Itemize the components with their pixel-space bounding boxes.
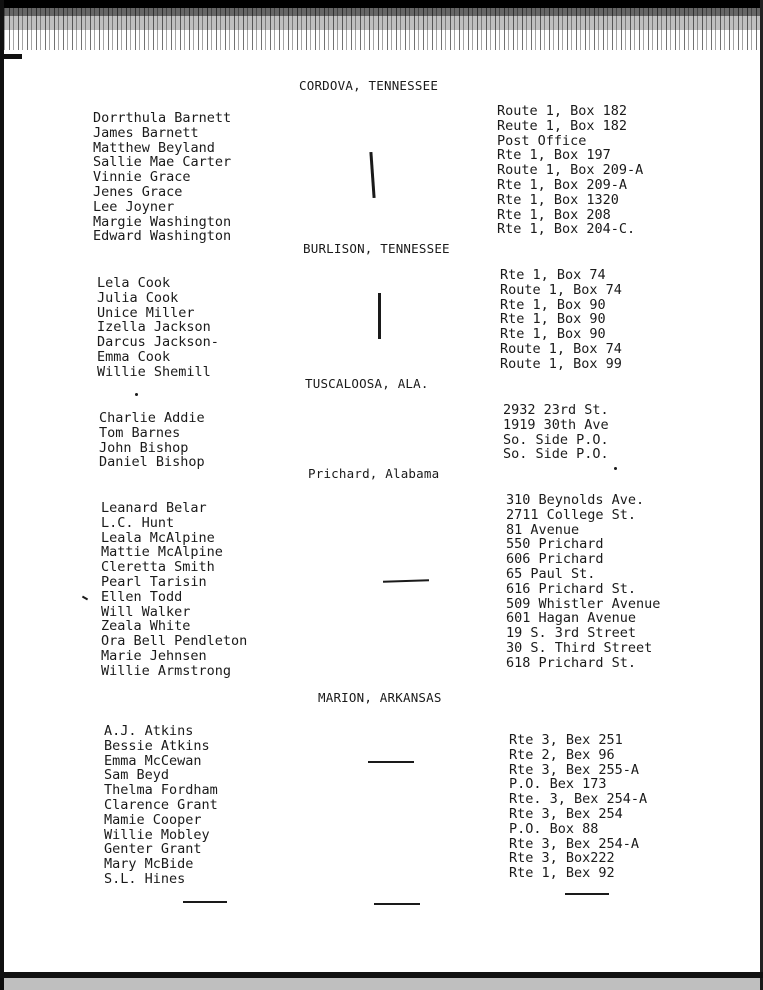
address-list-marion — [509, 733, 647, 881]
list-item: Lee Joyner — [93, 198, 175, 215]
section-heading-prichard: Prichard, Alabama — [308, 466, 440, 481]
list-item: A.J. Atkins — [104, 723, 194, 739]
list-item: Rte 1, Box 1320 — [497, 191, 619, 208]
list-item: 601 Hagan Avenue — [506, 610, 637, 627]
list-item: Route 1, Box 209-A — [497, 162, 644, 179]
list-item: Margie Washington — [93, 213, 232, 230]
list-item: Mamie Cooper — [104, 811, 202, 828]
list-item: Rte 3, Bex 254-A — [509, 835, 640, 852]
list-item: Bessie Atkins — [104, 737, 210, 754]
list-item: Pearl Tarisin — [101, 573, 207, 590]
list-item: Daniel Bishop — [99, 454, 205, 471]
address-list-cordova — [497, 104, 643, 237]
list-item: Route 1, Box 182 — [497, 103, 628, 119]
list-item: 65 Paul St. — [506, 565, 596, 582]
list-item: 2711 College St. — [506, 506, 637, 523]
scan-edge-bottom — [0, 960, 763, 990]
list-item: Thelma Fordham — [104, 782, 218, 799]
list-item: Clarence Grant — [104, 796, 218, 813]
end-dash — [374, 903, 420, 905]
list-item: Emma McCewan — [104, 752, 202, 769]
address-list-burlison — [500, 268, 622, 372]
list-item: John Bishop — [99, 439, 189, 456]
name-list-burlison — [97, 276, 219, 380]
list-item: 509 Whistler Avenue — [506, 595, 661, 612]
list-item: Lela Cook — [97, 275, 171, 291]
ditto-mark — [383, 579, 429, 583]
scan-edge-top — [0, 0, 763, 8]
list-item: Rte 1, Box 90 — [500, 296, 606, 313]
section-heading-marion: MARION, ARKANSAS — [318, 690, 442, 705]
list-item: Rte 2, Bex 96 — [509, 746, 615, 763]
list-item: Rte 1, Bex 92 — [509, 865, 615, 882]
list-item: Reute 1, Box 182 — [497, 117, 628, 134]
list-item: S.L. Hines — [104, 870, 186, 887]
list-item: Rte 1, Box 208 — [497, 206, 611, 223]
address-list-prichard — [506, 493, 660, 671]
list-item: So. Side P.O. — [503, 431, 609, 448]
list-item: Rte 3, Box222 — [509, 850, 615, 867]
list-item: Edward Washington — [93, 228, 232, 245]
scan-mark-left — [0, 54, 22, 59]
list-item: Post Office — [497, 132, 587, 149]
ditto-mark — [378, 293, 381, 339]
list-item: Leala McAlpine — [101, 529, 215, 546]
address-list-tuscaloosa — [503, 403, 609, 462]
list-item: Cleretta Smith — [101, 559, 215, 576]
section-heading-tuscaloosa: TUSCALOOSA, ALA. — [305, 376, 429, 391]
list-item: Rte 3, Bex 251 — [509, 732, 623, 748]
list-item: Rte 3, Bex 254 — [509, 805, 623, 822]
section-heading-burlison: BURLISON, TENNESSEE — [303, 241, 450, 256]
list-item: Sam Beyd — [104, 767, 170, 784]
ditto-mark — [369, 152, 375, 198]
list-item: Sallie Mae Carter — [93, 154, 232, 171]
name-list-cordova — [93, 111, 231, 244]
ink-spot — [82, 596, 88, 601]
list-item: 19 S. 3rd Street — [506, 625, 637, 642]
list-item: Will Walker — [101, 603, 191, 620]
name-list-prichard — [101, 501, 247, 679]
list-item: Willie Armstrong — [101, 662, 232, 679]
list-item: Genter Grant — [104, 841, 202, 858]
list-item: 310 Beynolds Ave. — [506, 492, 645, 508]
list-item: Zeala White — [101, 618, 191, 635]
list-item: Rte 1, Box 204-C. — [497, 221, 636, 238]
list-item: Vinnie Grace — [93, 169, 191, 186]
list-item: Julia Cook — [97, 289, 179, 306]
list-item: Rte 1, Box 197 — [497, 147, 611, 164]
list-item: Emma Cook — [97, 348, 171, 365]
list-item: Willie Shemill — [97, 363, 211, 380]
list-item: L.C. Hunt — [101, 514, 175, 531]
list-item: 30 S. Third Street — [506, 639, 653, 656]
section-heading-cordova: CORDOVA, TENNESSEE — [299, 78, 439, 93]
list-item: 616 Prichard St. — [506, 580, 637, 597]
list-item: Ora Bell Pendleton — [101, 633, 248, 650]
name-list-marion — [104, 724, 218, 887]
list-item: Dorrthula Barnett — [93, 110, 232, 126]
list-item: Leanard Belar — [101, 500, 207, 516]
list-item: Marie Jehnsen — [101, 647, 207, 664]
list-item: Rte 1, Box 90 — [500, 326, 606, 343]
list-item: Mattie McAlpine — [101, 544, 223, 561]
list-item: Jenes Grace — [93, 183, 183, 200]
list-item: P.O. Bex 173 — [509, 776, 607, 793]
list-item: Izella Jackson — [97, 319, 211, 336]
end-dash — [183, 901, 227, 903]
list-item: Matthew Beyland — [93, 139, 215, 156]
ink-spot — [135, 393, 138, 396]
list-item: Rte 1, Box 74 — [500, 267, 606, 283]
list-item: Route 1, Box 99 — [500, 355, 622, 372]
list-item: Rte 3, Bex 255-A — [509, 761, 640, 778]
name-list-tuscaloosa — [99, 411, 205, 470]
ditto-mark — [368, 761, 414, 763]
scan-edge-left — [0, 0, 4, 990]
list-item: 1919 30th Ave — [503, 416, 609, 433]
list-item: Mary McBide — [104, 856, 194, 873]
list-item: Charlie Addie — [99, 410, 205, 426]
ink-spot — [614, 467, 617, 470]
list-item: Willie Mobley — [104, 826, 210, 843]
list-item: Unice Miller — [97, 304, 195, 321]
list-item: So. Side P.O. — [503, 446, 609, 463]
list-item: P.O. Box 88 — [509, 820, 599, 837]
list-item: 606 Prichard — [506, 551, 604, 568]
list-item: Rte 1, Box 90 — [500, 311, 606, 328]
list-item: 81 Avenue — [506, 521, 580, 538]
list-item: 550 Prichard — [506, 536, 604, 553]
list-item: Route 1, Box 74 — [500, 340, 622, 357]
list-item: 2932 23rd St. — [503, 402, 609, 418]
list-item: Rte. 3, Bex 254-A — [509, 791, 648, 808]
list-item: Darcus Jackson- — [97, 334, 219, 351]
list-item: Tom Barnes — [99, 424, 181, 441]
list-item: James Barnett — [93, 124, 199, 141]
list-item: 618 Prichard St. — [506, 654, 637, 671]
list-item: Ellen Todd — [101, 588, 183, 605]
end-dash — [565, 893, 609, 895]
list-item: Rte 1, Box 209-A — [497, 176, 628, 193]
list-item: Route 1, Box 74 — [500, 281, 622, 298]
